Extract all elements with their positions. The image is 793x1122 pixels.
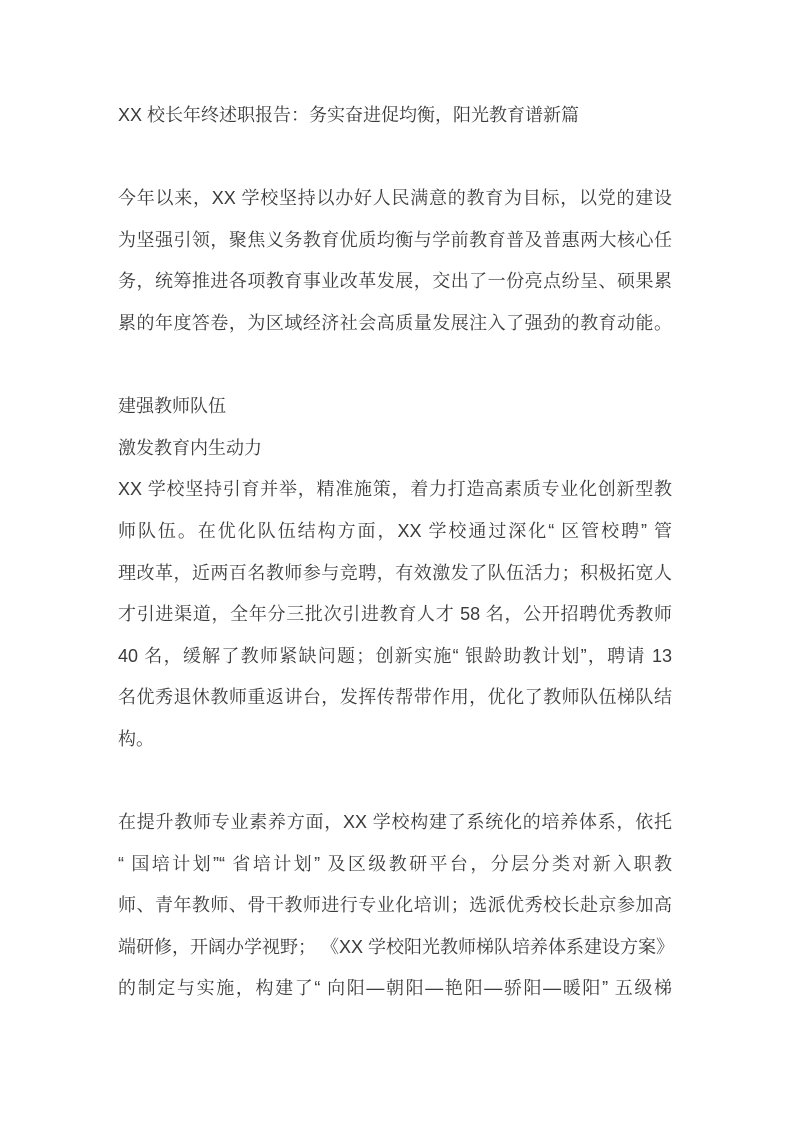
blank-line	[118, 761, 672, 803]
section-heading-group	[118, 386, 672, 469]
document-content	[118, 95, 675, 1010]
text-line: 为坚强引领，聚焦义务教育优质均衡与学前教育普及普惠两大核心任	[118, 229, 672, 250]
text-line: 累的年度答卷，为区域经济社会高质量发展注入了强劲的教育动能。	[118, 312, 672, 333]
text-line: 40 名，缓解了教师紧缺问题；创新实施“ 银龄助教计划”，聘请 13	[118, 645, 672, 666]
text-line: 理改革，近两百名教师参与竞聘，有效激发了队伍活力；积极拓宽人	[118, 562, 672, 583]
paragraph-teacher-development	[118, 802, 675, 1010]
text-line: 才引进渠道，全年分三批次引进教育人才 58 名，公开招聘优秀教师	[118, 604, 672, 625]
text-line: XX 学校坚持引育并举，精准施策，着力打造高素质专业化创新型教	[118, 479, 672, 500]
section-heading: 建强教师队伍	[118, 396, 226, 417]
section-heading: 激发教育内生动力	[118, 437, 262, 458]
text-line: 名优秀退休教师重返讲台，发挥传帮带作用，优化了教师队伍梯队结	[118, 687, 672, 708]
text-line: 在提升教师专业素养方面，XX 学校构建了系统化的培养体系，依托	[118, 812, 672, 833]
text-line: 今年以来，XX 学校坚持以办好人民满意的教育为目标，以党的建设	[118, 188, 672, 209]
text-line: 构。	[118, 728, 154, 749]
blank-line	[118, 345, 672, 387]
text-line: 务，统筹推进各项教育事业改革发展，交出了一份亮点纷呈、硕果累	[118, 271, 672, 292]
text-line: 端研修，开阔办学视野； 《XX 学校阳光教师梯队培养体系建设方案》	[118, 936, 675, 957]
text-line: 师队伍。在优化队伍结构方面，XX 学校通过深化“ 区管校聘” 管	[118, 520, 672, 541]
text-line: 的制定与实施，构建了“ 向阳—朝阳—艳阳—骄阳—暖阳” 五级梯	[118, 978, 672, 999]
document-title: XX 校长年终述职报告：务实奋进促均衡，阳光教育谱新篇	[118, 105, 580, 125]
paragraph-team-building	[118, 469, 672, 760]
text-line: 师、青年教师、骨干教师进行专业化培训；选派优秀校长赴京参加高	[118, 895, 672, 916]
blank-line	[118, 137, 672, 179]
paragraph-overview	[118, 178, 672, 344]
text-line: “ 国培计划”“ 省培计划” 及区级教研平台，分层分类对新入职教	[118, 853, 672, 874]
